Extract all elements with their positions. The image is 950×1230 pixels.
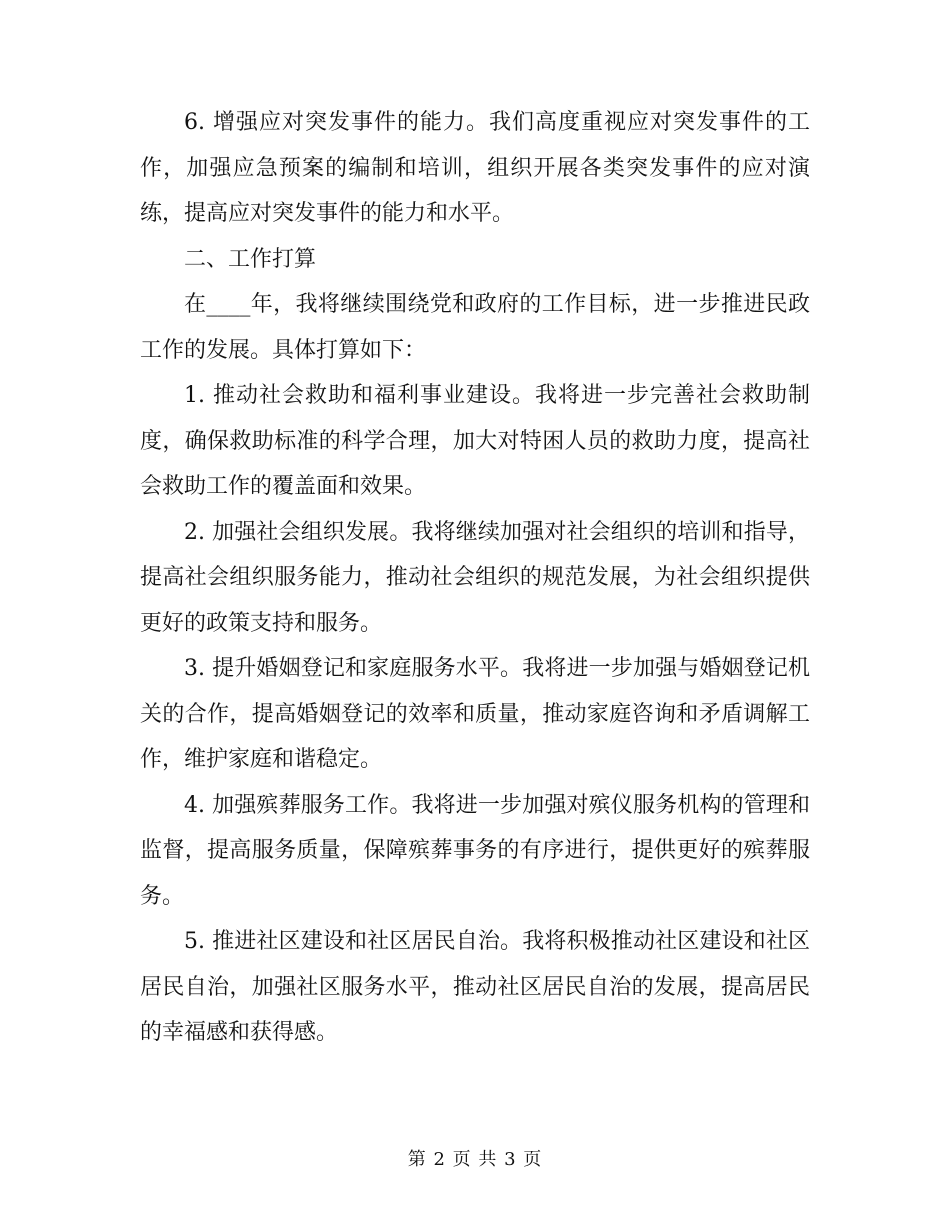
paragraph-plan-intro: 在____年，我将继续围绕党和政府的工作目标，进一步推进民政工作的发展。具体打算如下： xyxy=(140,292,810,363)
paragraph-community-building: 5. 推进社区建设和社区居民自治。我将积极推动社区建设和社区居民自治，加强社区服务水平，推动社区居民自治的发展，提高居民的幸福感和获得感。 xyxy=(140,929,810,1045)
paragraph-marriage-family: 3. 提升婚姻登记和家庭服务水平。我将进一步加强与婚姻登记机关的合作，提高婚姻登记的效率和质量，推动家庭咨询和矛盾调解工作，维护家庭和谐稳定。 xyxy=(140,656,810,772)
paragraph-social-organizations: 2. 加强社会组织发展。我将继续加强对社会组织的培训和指导，提高社会组织服务能力，推动社会组织的规范发展，为社会组织提供更好的政策支持和服务。 xyxy=(140,519,810,636)
document-body xyxy=(140,100,810,1056)
section-heading-work-plan: 二、工作打算 xyxy=(184,246,317,272)
paragraph-funeral-services: 4. 加强殡葬服务工作。我将进一步加强对殡仪服务机构的管理和监督，提高服务质量，保障殡葬事务的有序进行，提供更好的殡葬服务。 xyxy=(140,792,810,909)
page-number-footer: 第 2 页 共 3 页 xyxy=(407,1149,543,1170)
paragraph-emergency-response: 6. 增强应对突发事件的能力。我们高度重视应对突发事件的工作，加强应急预案的编制和培训，组织开展各类突发事件的应对演练，提高应对突发事件的能力和水平。 xyxy=(140,110,810,226)
paragraph-social-assistance: 1. 推动社会救助和福利事业建设。我将进一步完善社会救助制度，确保救助标准的科学合理，加大对特困人员的救助力度，提高社会救助工作的覆盖面和效果。 xyxy=(140,383,810,499)
